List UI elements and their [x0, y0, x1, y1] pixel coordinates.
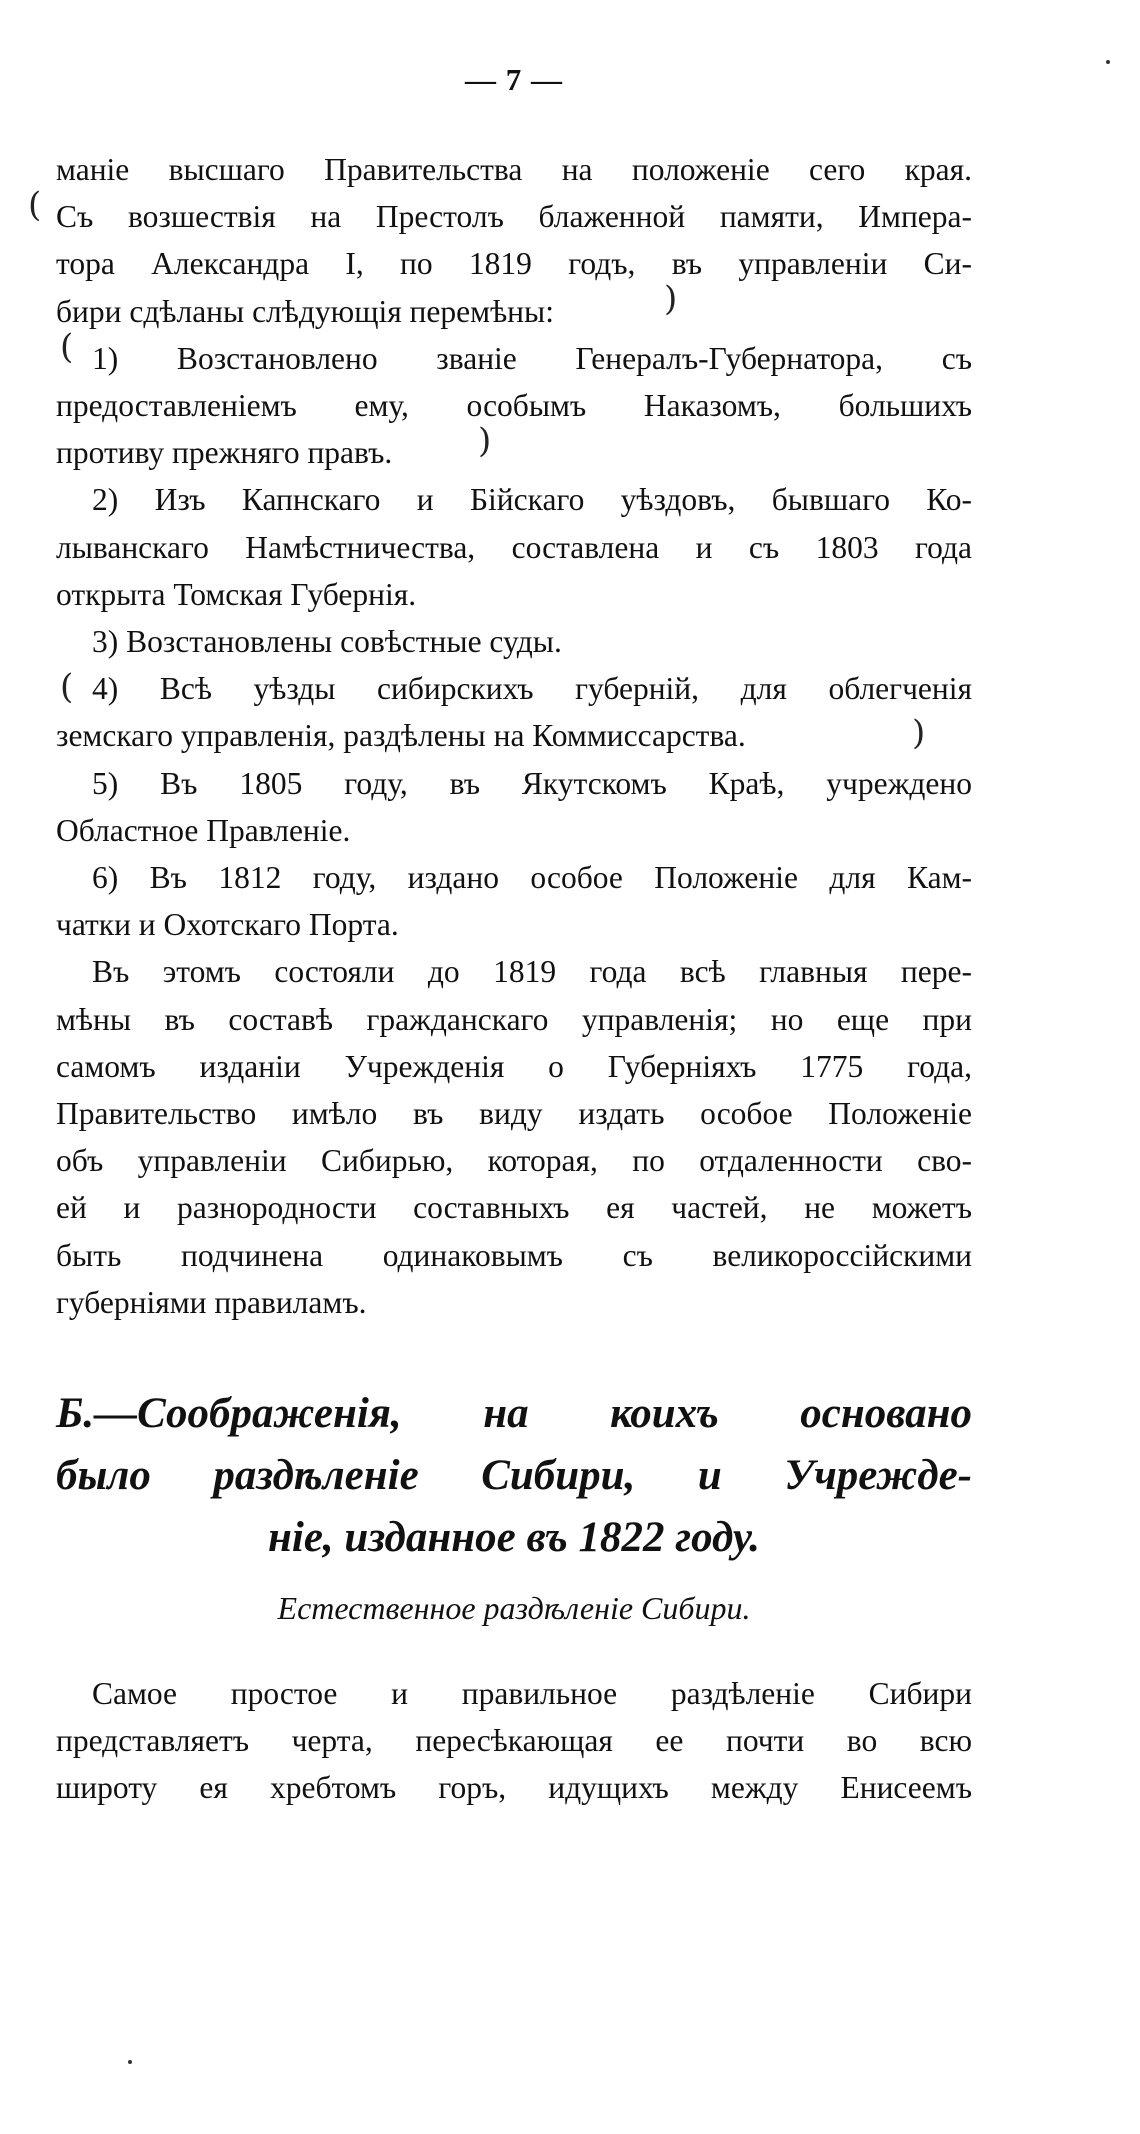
- text-line: земскаго управленія, раздѣлены на Коммиссарства.: [56, 718, 746, 754]
- paper-speck: [128, 2060, 132, 2064]
- text-line: Правительство имѣло въ виду издать особое Положеніе: [56, 1096, 972, 1132]
- text-line: открыта Томская Губернія.: [56, 576, 417, 612]
- section-heading: [56, 1383, 972, 1569]
- pencil-bracket-mark: ): [664, 279, 678, 319]
- list-item-3: 3) Возстановлены совѣстные суды.: [92, 624, 562, 660]
- pencil-bracket-mark: (: [28, 185, 42, 225]
- text-line: тора Александра I, по 1819 годъ, въ управленіи Си-: [56, 246, 972, 282]
- text-line: Съ возшествія на Престолъ блаженной памяти, Импера-: [56, 199, 972, 235]
- text-line: мѣны въ составѣ гражданскаго управленія; но еще при: [56, 1001, 972, 1037]
- text-line: лыванскаго Намѣстничества, составлена и съ 1803 года: [56, 529, 972, 565]
- text-line: предоставленіемъ ему, особымъ Наказомъ, большихъ: [56, 388, 972, 424]
- list-item-6: 6) Въ 1812 году, издано особое Положеніе для Кам-: [92, 860, 972, 896]
- text-line: маніе высшаго Правительства на положеніе сего края.: [56, 152, 972, 187]
- text-line: Областное Правленіе.: [56, 812, 351, 848]
- heading-line: ніе, изданное въ 1822 году.: [268, 1514, 760, 1561]
- text-line: самомъ изданіи Учрежденія о Губерніяхъ 1775 года,: [56, 1048, 972, 1084]
- paper-speck: [1106, 60, 1110, 64]
- heading-line: Б.—Соображенія, на коихъ основано: [56, 1390, 972, 1437]
- text-line: представляетъ черта, пересѣкающая ее почти во всю: [56, 1723, 972, 1759]
- text-line: бири сдѣланы слѣдующія перемѣны:: [56, 293, 554, 329]
- list-item-4: 4) Всѣ уѣзды сибирскихъ губерній, для облегченія: [92, 671, 972, 707]
- text-line: быть подчинена одинаковымъ съ великороссійскими: [56, 1237, 972, 1273]
- text-line: объ управленіи Сибирью, которая, по отдаленности сво-: [56, 1143, 972, 1179]
- paragraph-start: Самое простое и правильное раздѣленіе Сибири: [92, 1676, 972, 1711]
- section-text: [56, 1670, 972, 1812]
- book-page: [28, 0, 972, 2134]
- subsection-title: Естественное раздѣленіе Сибири.: [277, 1590, 751, 1626]
- pencil-bracket-mark: (: [60, 667, 74, 707]
- pencil-bracket-mark: ): [478, 421, 492, 461]
- paragraph-start: Въ этомъ состояли до 1819 года всѣ главныя пере-: [92, 954, 972, 990]
- text-line: чатки и Охотскаго Порта.: [56, 907, 399, 943]
- main-text: [56, 146, 972, 1326]
- text-line: широту ея хребтомъ горъ, идущихъ между Енисеемъ: [56, 1770, 972, 1806]
- heading-line: было раздѣленіе Сибири, и Учрежде-: [56, 1452, 972, 1499]
- text-line: губерніями правиламъ.: [56, 1284, 367, 1320]
- text-line: противу прежняго правъ.: [56, 435, 393, 471]
- pencil-bracket-mark: (: [60, 327, 74, 367]
- text-line: ей и разнородности составныхъ ея частей, не можетъ: [56, 1190, 972, 1226]
- list-item-5: 5) Въ 1805 году, въ Якутскомъ Краѣ, учреждено: [92, 765, 972, 801]
- page-number: — 7 —: [465, 62, 563, 97]
- list-item-2: 2) Изъ Капнскаго и Бійскаго уѣздовъ, бывшаго Ко-: [92, 482, 972, 518]
- list-item-1: 1) Возстановлено званіе Генералъ-Губернатора, съ: [92, 340, 972, 376]
- pencil-bracket-mark: ): [912, 713, 926, 753]
